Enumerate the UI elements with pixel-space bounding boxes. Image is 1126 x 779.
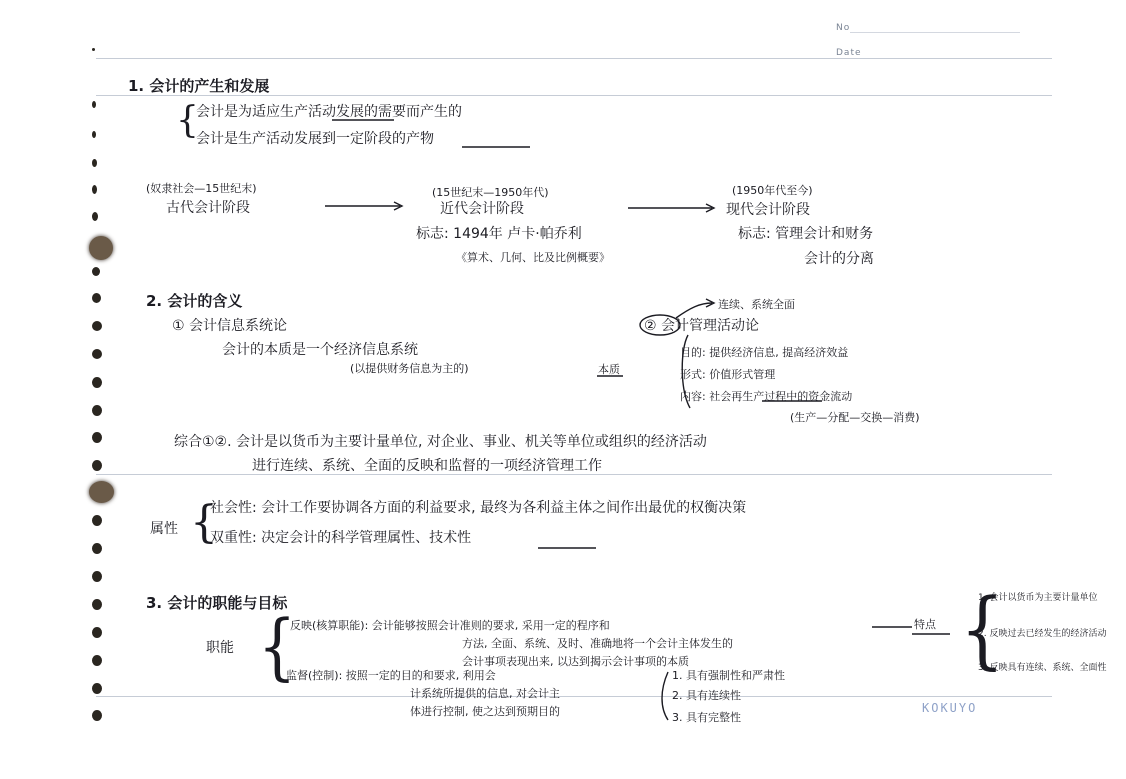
no-label: No [836, 23, 851, 33]
stage-a-name: 古代会计阶段 [166, 200, 250, 216]
section2-left-head: ① 会计信息系统论 [172, 318, 288, 334]
section2-right-top: 连续、系统全面 [718, 298, 795, 311]
feature-tag: 特点 [914, 618, 936, 631]
attributes-label: 属性 [150, 521, 178, 537]
section2-right-form: 形式: 价值形式管理 [680, 368, 776, 381]
feature-3: 3. 反映具有连续、系统、全面性 [978, 663, 1107, 673]
section2-left-line2: (以提供财务信息为主的) [350, 362, 469, 375]
section2-right-head: ② 会计管理活动论 [644, 318, 760, 334]
supervise-line1: 监督(控制): 按照一定的目的和要求, 利用会 [286, 669, 496, 682]
section1-line1: 会计是为适应生产活动发展的需要而产生的 [196, 104, 462, 120]
supervise-line2: 计系统所提供的信息, 对会计主 [410, 687, 560, 700]
feature-2: 2. 反映过去已经发生的经济活动 [978, 629, 1107, 639]
brace-icon: { [176, 100, 199, 141]
stage-c-name: 现代会计阶段 [726, 202, 810, 218]
brand-logo: KOKUYO [922, 701, 978, 715]
reflect-line3: 会计事项表现出来, 以达到揭示会计事项的本质 [462, 655, 689, 668]
date-label: Date [836, 48, 862, 58]
section2-right-cycle: (生产—分配—交换—消费) [790, 411, 920, 424]
section2-right-content: 内容: 社会再生产过程中的资金流动 [680, 390, 853, 403]
section2-title: 2. 会计的含义 [146, 292, 243, 310]
stage-c-period: (1950年代至今) [732, 184, 813, 197]
section2-left-line1: 会计的本质是一个经济信息系统 [222, 342, 418, 358]
supervise-feature-2: 2. 具有连续性 [672, 689, 741, 702]
section2-summary-line1: 综合①②. 会计是以货币为主要计量单位, 对企业、事业、机关等单位或组织的经济活动 [174, 434, 707, 450]
brace-icon: { [960, 579, 1005, 679]
section2-left-tag: 本质 [598, 363, 620, 376]
feature-1: 1. 会计以货币为主要计量单位 [978, 593, 1098, 603]
supervise-feature-3: 3. 具有完整性 [672, 711, 741, 724]
arrow-line [676, 303, 712, 318]
stage-b-book: 《算术、几何、比及比例概要》 [456, 251, 610, 264]
stage-c-mark: 标志: 管理会计和财务 [738, 226, 874, 242]
section2-right-goal: 目的: 提供经济信息, 提高经济效益 [680, 346, 849, 359]
reflect-line1: 反映(核算职能): 会计能够按照会计准则的要求, 采用一定的程序和 [290, 619, 610, 632]
supervise-feature-1: 1. 具有强制性和严肃性 [672, 669, 785, 682]
section3-title: 3. 会计的职能与目标 [146, 594, 288, 612]
attributes-social: 社会性: 会计工作要协调各方面的利益要求, 最终为各利益主体之间作出最优的权衡决策 [210, 500, 747, 516]
brace-icon: { [258, 605, 297, 689]
supervise-line3: 体进行控制, 使之达到预期目的 [410, 705, 560, 718]
brace-icon: { [190, 497, 218, 548]
stage-c-mark2: 会计的分离 [804, 251, 874, 267]
stage-a-period: (奴隶社会—15世纪末) [146, 182, 257, 195]
attributes-dual: 双重性: 决定会计的科学管理属性、技术性 [210, 530, 472, 546]
stage-b-period: (15世纪末—1950年代) [432, 186, 549, 199]
stage-b-mark: 标志: 1494年 卢卡·帕乔利 [416, 226, 582, 242]
section1-line2: 会计是生产活动发展到一定阶段的产物 [196, 131, 434, 147]
reflect-line2: 方法, 全面、系统、及时、准确地将一个会计主体发生的 [462, 637, 733, 650]
stage-b-name: 近代会计阶段 [440, 201, 524, 217]
section1-title: 1. 会计的产生和发展 [128, 77, 270, 95]
section3-label: 职能 [206, 640, 234, 656]
section2-summary-line2: 进行连续、系统、全面的反映和监督的一项经济管理工作 [252, 458, 602, 474]
